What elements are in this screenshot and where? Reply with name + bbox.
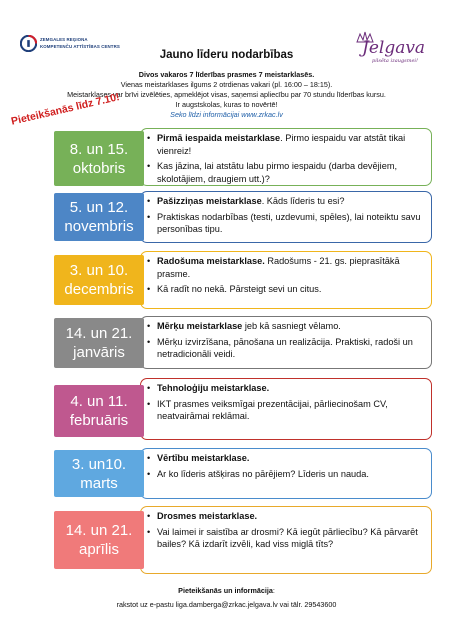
session-bullet xyxy=(157,510,425,523)
session-date-line1: 3. un10. xyxy=(71,455,127,473)
intro-line-3: Meistarklases var brīvi izvēlēties, apmeklējot visas, saņemsi apliecību par 70 stundu līderības kursu. xyxy=(67,90,386,99)
session-date-line1: 8. un 15. xyxy=(69,140,129,158)
session-date xyxy=(54,318,144,368)
session-bullet: • IKT prasmes veiksmīgai prezentācijai, pārliecinošam CV, neatvairāmai reklāmai. xyxy=(157,398,425,423)
session-card xyxy=(140,448,432,499)
session-bullet xyxy=(157,195,425,208)
session-title: Pirmā iespaida meistarklase xyxy=(157,133,281,143)
session-card xyxy=(140,251,432,309)
page-title: Jauno līderu nodarbības xyxy=(159,49,294,61)
session-row xyxy=(54,128,432,186)
session-title: Pašizziņas meistarklase xyxy=(157,196,262,206)
session-date xyxy=(54,450,144,497)
org-name-line2: KOMPETENČU ATTĪSTĪBAS CENTRS xyxy=(40,44,120,49)
session-bullet xyxy=(157,320,425,333)
session-card xyxy=(140,191,432,243)
session-bullet xyxy=(157,452,425,465)
city-logo-word: Jelgava xyxy=(362,38,426,58)
registration-deadline: Pieteikšanās līdz 7.10! xyxy=(10,91,121,128)
session-card xyxy=(140,316,432,369)
session-date-line2: janvāris xyxy=(73,344,125,361)
session-title-rest: Radošums - 21. gs. pieprasītākā prasme. xyxy=(157,256,400,279)
session-date-line2: aprīlis xyxy=(78,541,119,558)
session-title: Vērtību meistarklase. xyxy=(157,453,250,463)
footer-heading-line xyxy=(0,585,453,596)
session-bullet: • Praktiskas nodarbības (testi, uzdevumi, spēles), lai noteiktu savu personības tipu. xyxy=(157,211,425,236)
session-date xyxy=(54,511,144,569)
session-title-rest: . Kāds līderis tu esi? xyxy=(261,196,345,206)
session-row xyxy=(54,316,432,369)
session-bullet: • Kas jāzina, lai atstātu labu pirmo iespaidu (darba devējiem, skolotājiem, draugiem utt.)? xyxy=(157,160,425,185)
session-title: Mērķu meistarklase xyxy=(157,321,243,331)
session-row xyxy=(54,191,432,243)
session-card xyxy=(140,128,432,186)
session-bullet: • Vai laimei ir saistība ar drosmi? Kā iegūt pārliecību? Kā pārvarēt bailes? Kā izdarīt izvēli, kad viss miglā tīts? xyxy=(157,526,425,551)
session-bullet: • Mērķu izvirzīšana, pānošana un realizācija. Praktiski, radoši un netradicionāli veidi. xyxy=(157,336,425,361)
session-date xyxy=(54,385,144,437)
session-row xyxy=(54,251,432,309)
info-link[interactable]: Seko līdzi informācijai www.zrkac.lv xyxy=(170,110,283,119)
session-row xyxy=(54,506,432,574)
city-tagline: pilsēta izaugsmei! xyxy=(372,58,419,64)
session-bullet: • Kā radīt no nekā. Pārsteigt sevi un citus. xyxy=(157,283,425,296)
session-bullet xyxy=(157,382,425,395)
session-date-line2: novembris xyxy=(64,218,134,235)
session-date xyxy=(54,131,144,186)
intro-line-4: Ir augstskolas, kuras to novērtē! xyxy=(175,100,278,109)
session-title-rest: . Pirmo iespaidu var atstāt tikai vienreiz! xyxy=(157,133,406,156)
session-title: Tehnoloģiju meistarklase. xyxy=(157,383,270,393)
session-title: Drosmes meistarklase. xyxy=(157,511,258,521)
session-date-line1: 14. un 21. xyxy=(65,325,133,342)
session-date xyxy=(54,255,144,305)
footer-heading: Pieteikšanās un informācija xyxy=(178,586,273,595)
session-title: Radošuma meistarklase. xyxy=(157,256,265,266)
session-date-line1: 4. un 11. xyxy=(70,393,128,410)
session-bullet xyxy=(157,255,425,280)
intro-line-2: Vienas meistarklases ilgums 2 otrdienas vakari (pl. 16:00 – 18:15). xyxy=(120,80,333,89)
session-bullet: • Ar ko līderis atšķiras no pārējiem? Līderis un nauda. xyxy=(157,468,425,481)
session-date-line2: februāris xyxy=(69,412,129,429)
session-row xyxy=(54,448,432,499)
footer xyxy=(0,585,453,610)
session-card xyxy=(140,378,432,440)
session-date-line2: decembris xyxy=(64,281,134,298)
session-date-line2: oktobris xyxy=(72,159,126,177)
session-bullet xyxy=(157,132,425,157)
session-date-line2: marts xyxy=(80,474,118,492)
session-card xyxy=(140,506,432,574)
intro-line-1: Divos vakaros 7 līderības prasmes 7 meistarklasēs. xyxy=(138,70,315,79)
session-title-rest: jeb kā sasniegt vēlamo. xyxy=(242,321,341,331)
org-name-line1: ZEMGALES REĢIONA xyxy=(40,37,88,42)
footer-contact: rakstot uz e-pastu liga.damberga@zrkac.jelgava.lv vai tālr. 29543600 xyxy=(116,600,337,609)
footer-heading-suffix: : xyxy=(272,586,275,595)
session-date-line1: 3. un 10. xyxy=(69,262,129,279)
session-date-line1: 14. un 21. xyxy=(65,522,133,539)
session-date xyxy=(54,193,144,241)
session-row xyxy=(54,378,432,440)
session-date-line1: 5. un 12. xyxy=(69,199,129,216)
